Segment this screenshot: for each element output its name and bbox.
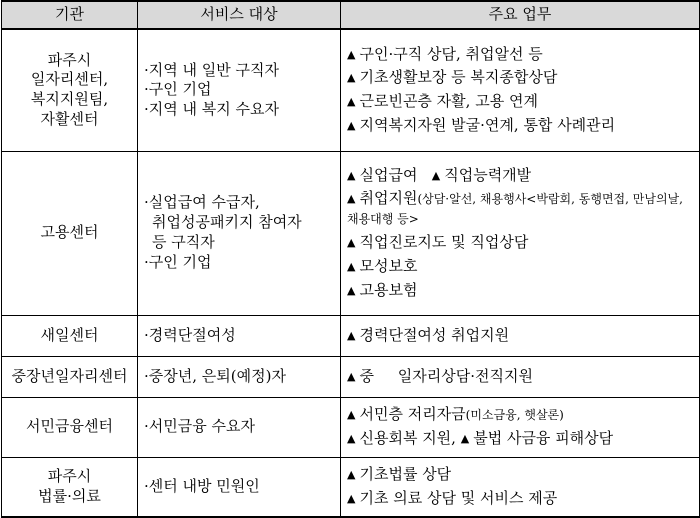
table-row xyxy=(2,397,700,457)
target-cell xyxy=(138,356,341,397)
duty-text: 모성보호 xyxy=(359,256,418,275)
duty-item xyxy=(347,463,693,487)
table-row xyxy=(2,151,700,315)
triangle-bullet-icon: ▲ xyxy=(347,259,356,273)
duty-item xyxy=(347,365,693,389)
institution-line: 중장년일자리센터 xyxy=(11,366,128,385)
institution-line: 서민금융센터 xyxy=(26,417,113,436)
target-line: 등 구직자 xyxy=(152,233,215,251)
duty-item xyxy=(347,324,693,348)
duty-text: 기초생활보장 등 복지종합상담 xyxy=(359,68,558,87)
institution-line: 새일센터 xyxy=(40,325,99,344)
target-line: ·중장년, 은퇴(예정)자 xyxy=(144,366,286,385)
triangle-bullet-icon: ▲ xyxy=(347,236,356,249)
triangle-bullet-icon: ▲ xyxy=(347,119,356,133)
institution-line: 자활센터 xyxy=(40,110,99,129)
duty-item xyxy=(347,279,693,303)
target-line: ·센터 내방 민원인 xyxy=(144,476,260,495)
duty-item xyxy=(347,403,693,427)
duty-item xyxy=(347,187,693,231)
triangle-bullet-icon: ▲ xyxy=(347,408,356,422)
service-table xyxy=(1,0,700,518)
target-cell xyxy=(138,457,341,517)
duty-text: 직업능력개발 xyxy=(444,165,532,184)
triangle-bullet-icon: ▲ xyxy=(347,432,356,445)
table-row xyxy=(2,457,700,517)
duty-subtext: (상담·알선, 채용행사<박람회, 동행면접, 만남의날, 채용대행 등> xyxy=(347,192,683,227)
duty-text: 구인·구직 상담, 취업알선 등 xyxy=(359,44,543,63)
target-cell xyxy=(138,397,341,457)
duty-text: 실업급여 xyxy=(359,165,418,184)
duty-text: 중 일자리상담·전직지원 xyxy=(359,366,533,385)
target-line: 취업성공패키지 참여자 xyxy=(152,213,302,232)
target-line: ·경력단절여성 xyxy=(144,325,236,344)
duty-cell xyxy=(341,315,700,356)
triangle-bullet-icon: ▲ xyxy=(347,192,356,206)
target-line: ·지역 내 일반 구직자 xyxy=(144,60,279,79)
triangle-bullet-icon: ▲ xyxy=(347,283,356,297)
triangle-bullet-icon: ▲ xyxy=(431,168,441,182)
duty-item xyxy=(347,427,693,451)
duty-text: 직업진로지도 및 직업상담 xyxy=(359,233,529,251)
target-line: ·구인 기업 xyxy=(144,80,212,99)
institution-cell xyxy=(2,315,138,356)
duty-item xyxy=(347,43,693,67)
triangle-bullet-icon: ▲ xyxy=(347,328,356,342)
institution-line: 파주시 xyxy=(47,50,92,69)
institution-cell xyxy=(2,397,138,457)
duty-text: 근로빈곤층 자활, 고용 연계 xyxy=(359,92,538,111)
institution-line: 고용센터 xyxy=(40,223,99,242)
duty-cell xyxy=(341,397,700,457)
header-target: 서비스 대상 xyxy=(138,1,341,29)
target-line: ·실업급여 수급자, xyxy=(144,193,260,212)
triangle-bullet-icon: ▲ xyxy=(347,491,356,505)
duty-item xyxy=(347,164,693,188)
duty-cell xyxy=(341,151,700,315)
target-cell xyxy=(138,29,341,151)
duty-subtext: (미소금융, 햇살론) xyxy=(465,408,564,423)
duty-item xyxy=(347,90,693,114)
duty-item xyxy=(347,487,693,511)
duty-cell xyxy=(341,356,700,397)
duty-text: 기초 의료 상담 및 서비스 제공 xyxy=(359,488,558,507)
target-line: ·지역 내 복지 수요자 xyxy=(144,100,279,119)
table-row xyxy=(2,356,700,397)
target-cell xyxy=(138,315,341,356)
duty-text: 경력단절여성 취업지원 xyxy=(359,325,510,344)
header-duty: 주요 업무 xyxy=(341,1,700,29)
duty-cell xyxy=(341,457,700,517)
institution-cell xyxy=(2,457,138,517)
institution-line: 파주시 xyxy=(47,466,92,485)
target-line: ·구인 기업 xyxy=(144,252,212,271)
header-row xyxy=(2,1,700,29)
institution-cell xyxy=(2,29,138,151)
institution-line: 일자리센터, xyxy=(30,70,109,89)
duty-item xyxy=(347,255,693,279)
duty-text: 기초법률 상담 xyxy=(359,464,452,483)
duty-text: 불법 사금융 피해상담 xyxy=(473,429,614,447)
duty-item xyxy=(347,66,693,90)
duty-text: 지역복지자원 발굴·연계, 통합 사례관리 xyxy=(359,116,616,135)
institution-line: 복지지원팀, xyxy=(30,90,109,109)
triangle-bullet-icon: ▲ xyxy=(347,369,356,383)
table-row xyxy=(2,315,700,356)
table-row xyxy=(2,29,700,151)
institution-line: 법률·의료 xyxy=(38,486,101,505)
triangle-bullet-icon: ▲ xyxy=(460,432,470,445)
duty-text: 취업지원 xyxy=(359,189,418,208)
duty-item xyxy=(347,231,693,255)
triangle-bullet-icon: ▲ xyxy=(347,47,356,61)
institution-cell xyxy=(2,151,138,315)
header-institution: 기관 xyxy=(2,1,138,29)
triangle-bullet-icon: ▲ xyxy=(347,95,356,109)
institution-cell xyxy=(2,356,138,397)
duty-text: 서민층 저리자금 xyxy=(359,405,466,424)
triangle-bullet-icon: ▲ xyxy=(347,71,356,85)
duty-text: 고용보험 xyxy=(359,280,418,299)
duty-text: 신용회복 지원, xyxy=(359,429,456,447)
target-line: ·서민금융 수요자 xyxy=(144,417,255,436)
duty-item xyxy=(347,114,693,138)
triangle-bullet-icon: ▲ xyxy=(347,168,356,182)
triangle-bullet-icon: ▲ xyxy=(347,467,356,481)
duty-cell xyxy=(341,29,700,151)
target-cell xyxy=(138,151,341,315)
